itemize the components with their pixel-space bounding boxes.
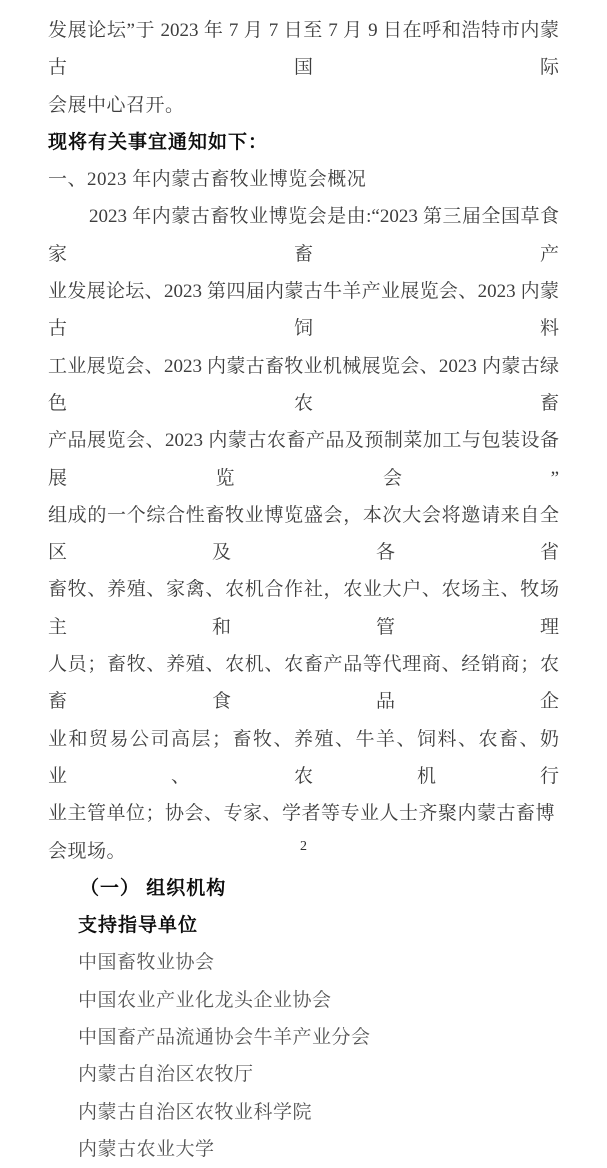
- overview-paragraph-line: 业和贸易公司高层；畜牧、养殖、牛羊、饲料、农畜、奶业、农机行: [48, 728, 559, 787]
- support-unit-item: 中国畜产品流通协会牛羊产业分会: [78, 1027, 371, 1049]
- support-unit-item: 中国畜牧业协会: [78, 952, 215, 974]
- support-unit-item: 内蒙古自治区农牧业科学院: [78, 1101, 313, 1123]
- overview-paragraph-line: 产品展览会、2023 内蒙古农畜产品及预制菜加工与包装设备展览会”: [48, 430, 559, 489]
- overview-paragraph-line: 组成的一个综合性畜牧业博览盛会，本次大会将邀请来自全区及各省: [48, 504, 559, 564]
- support-unit-item: 内蒙古自治区农牧厅: [78, 1064, 254, 1086]
- support-unit-item: 中国农业产业化龙头企业协会: [78, 989, 332, 1011]
- overview-paragraph-line: 畜牧、养殖、家禽、农机合作社，农业大户、农场主、牧场主和管理: [48, 579, 559, 638]
- support-units-heading: 支持指导单位: [78, 915, 199, 937]
- overview-paragraph-line: 人员；畜牧、养殖、农机、农畜产品等代理商、经销商；农畜食品企: [48, 654, 559, 713]
- intro-paragraph-line: 发展论坛”于 2023 年 7 月 7 日至 7 月 9 日在呼和浩特市内蒙古国际: [48, 20, 559, 79]
- overview-paragraph-line: 业主管单位；协会、专家、学者等专业人士齐聚内蒙古畜博会现场。: [48, 803, 556, 862]
- notice-heading: 现将有关事宜通知如下：: [48, 131, 269, 153]
- support-unit-item: 内蒙古农业大学: [78, 1138, 215, 1160]
- overview-paragraph-line: 业发展论坛、2023 第四届内蒙古牛羊产业展览会、2023 内蒙古饲料: [48, 281, 559, 340]
- intro-paragraph-line: 会展中心召开。: [48, 94, 185, 116]
- overview-paragraph-line: 工业展览会、2023 内蒙古畜牧业机械展览会、2023 内蒙古绿色农畜: [48, 355, 559, 414]
- page-number: 2: [300, 839, 307, 854]
- section-1-heading: 一、2023 年内蒙古畜牧业博览会概况: [48, 169, 367, 191]
- overview-paragraph-line: 2023 年内蒙古畜牧业博览会是由:“2023 第三届全国草食家畜产: [48, 206, 559, 265]
- organization-heading: （一） 组织机构: [80, 877, 227, 899]
